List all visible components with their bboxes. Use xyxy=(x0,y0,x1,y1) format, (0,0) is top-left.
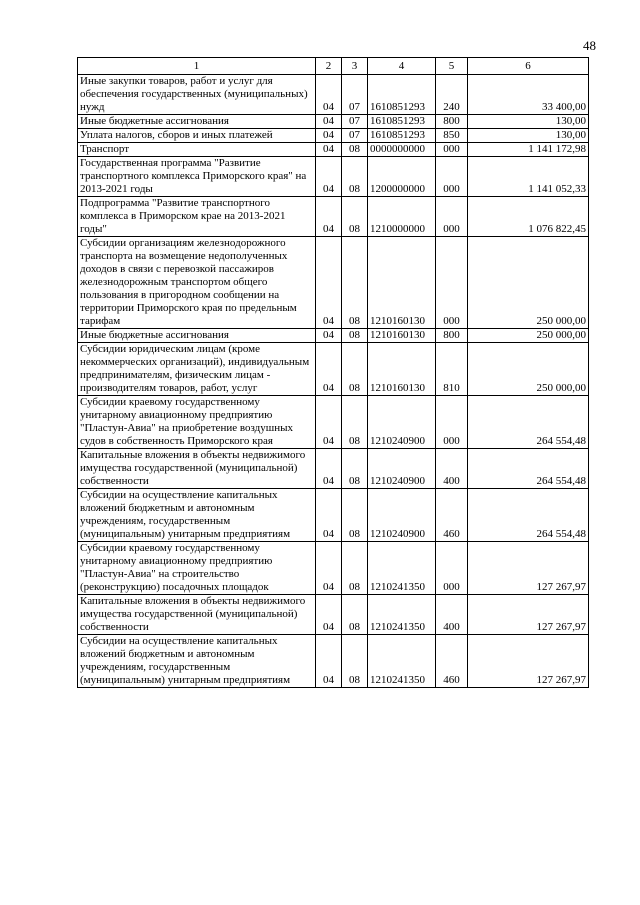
row-subsection: 08 xyxy=(342,237,368,329)
row-target-code: 0000000000 xyxy=(368,143,436,157)
row-expense-type: 400 xyxy=(436,449,468,489)
row-expense-type: 240 xyxy=(436,75,468,115)
row-subsection: 08 xyxy=(342,489,368,542)
row-section: 04 xyxy=(316,595,342,635)
row-amount: 250 000,00 xyxy=(468,343,589,396)
row-subsection: 07 xyxy=(342,129,368,143)
row-section: 04 xyxy=(316,542,342,595)
row-amount: 264 554,48 xyxy=(468,396,589,449)
row-section: 04 xyxy=(316,237,342,329)
row-target-code: 1210160130 xyxy=(368,237,436,329)
row-expense-type: 460 xyxy=(436,489,468,542)
row-section: 04 xyxy=(316,115,342,129)
table-row xyxy=(78,489,589,542)
table-row xyxy=(78,197,589,237)
row-expense-type: 850 xyxy=(436,129,468,143)
row-amount: 127 267,97 xyxy=(468,635,589,688)
row-amount: 130,00 xyxy=(468,115,589,129)
row-expense-type: 810 xyxy=(436,343,468,396)
table-row xyxy=(78,75,589,115)
row-target-code: 1610851293 xyxy=(368,115,436,129)
row-expense-type: 000 xyxy=(436,542,468,595)
row-name: Субсидии краевому государственному унитарному авиационному предприятию "Пластун-Авиа" на строительство (реконструкцию) посадочных площадок xyxy=(78,542,316,595)
row-subsection: 08 xyxy=(342,197,368,237)
header-col-1: 1 xyxy=(78,58,316,75)
row-section: 04 xyxy=(316,197,342,237)
row-target-code: 1210240900 xyxy=(368,489,436,542)
row-amount: 127 267,97 xyxy=(468,542,589,595)
row-subsection: 07 xyxy=(342,115,368,129)
row-amount: 1 076 822,45 xyxy=(468,197,589,237)
row-amount: 264 554,48 xyxy=(468,489,589,542)
row-name: Субсидии на осуществление капитальных вложений бюджетным и автономным учреждениям, государственным (муниципальным) унитарным предприятиям xyxy=(78,635,316,688)
row-subsection: 08 xyxy=(342,343,368,396)
row-name: Иные бюджетные ассигнования xyxy=(78,115,316,129)
row-amount: 264 554,48 xyxy=(468,449,589,489)
header-col-5: 5 xyxy=(436,58,468,75)
row-expense-type: 800 xyxy=(436,115,468,129)
row-amount: 33 400,00 xyxy=(468,75,589,115)
table-row xyxy=(78,143,589,157)
table-row xyxy=(78,595,589,635)
row-name: Иные закупки товаров, работ и услуг для обеспечения государственных (муниципальных) нужд xyxy=(78,75,316,115)
row-name: Субсидии юридическим лицам (кроме некоммерческих организаций), индивидуальным предпринимателям, физическим лицам - производителям товаров, работ, услуг xyxy=(78,343,316,396)
row-name: Уплата налогов, сборов и иных платежей xyxy=(78,129,316,143)
row-section: 04 xyxy=(316,329,342,343)
row-amount: 250 000,00 xyxy=(468,329,589,343)
row-target-code: 1210241350 xyxy=(368,542,436,595)
row-expense-type: 000 xyxy=(436,143,468,157)
row-target-code: 1200000000 xyxy=(368,157,436,197)
row-expense-type: 000 xyxy=(436,396,468,449)
row-amount: 250 000,00 xyxy=(468,237,589,329)
row-section: 04 xyxy=(316,449,342,489)
row-subsection: 08 xyxy=(342,157,368,197)
row-target-code: 1210000000 xyxy=(368,197,436,237)
row-section: 04 xyxy=(316,157,342,197)
header-col-6: 6 xyxy=(468,58,589,75)
row-expense-type: 460 xyxy=(436,635,468,688)
row-name: Государственная программа "Развитие транспортного комплекса Приморского края" на 2013-2021 годы xyxy=(78,157,316,197)
row-section: 04 xyxy=(316,489,342,542)
row-expense-type: 800 xyxy=(436,329,468,343)
row-subsection: 07 xyxy=(342,75,368,115)
table-row xyxy=(78,329,589,343)
row-amount: 1 141 052,33 xyxy=(468,157,589,197)
row-subsection: 08 xyxy=(342,595,368,635)
table-row xyxy=(78,157,589,197)
header-col-4: 4 xyxy=(368,58,436,75)
row-subsection: 08 xyxy=(342,329,368,343)
row-target-code: 1210240900 xyxy=(368,396,436,449)
row-target-code: 1210160130 xyxy=(368,329,436,343)
budget-table xyxy=(77,57,589,688)
row-name: Подпрограмма "Развитие транспортного комплекса в Приморском крае на 2013-2021 годы" xyxy=(78,197,316,237)
row-name: Иные бюджетные ассигнования xyxy=(78,329,316,343)
row-target-code: 1210160130 xyxy=(368,343,436,396)
table-row xyxy=(78,115,589,129)
row-subsection: 08 xyxy=(342,396,368,449)
row-subsection: 08 xyxy=(342,635,368,688)
table-row xyxy=(78,542,589,595)
page-number: 48 xyxy=(583,38,596,53)
row-amount: 127 267,97 xyxy=(468,595,589,635)
row-target-code: 1210241350 xyxy=(368,635,436,688)
row-name: Субсидии краевому государственному унитарному авиационному предприятию "Пластун-Авиа" на приобретение воздушных судов в собственность Приморского края xyxy=(78,396,316,449)
row-target-code: 1210241350 xyxy=(368,595,436,635)
row-section: 04 xyxy=(316,143,342,157)
table-row xyxy=(78,343,589,396)
row-expense-type: 000 xyxy=(436,197,468,237)
table-row xyxy=(78,449,589,489)
row-subsection: 08 xyxy=(342,542,368,595)
row-expense-type: 400 xyxy=(436,595,468,635)
row-name: Транспорт xyxy=(78,143,316,157)
row-section: 04 xyxy=(316,396,342,449)
row-name: Субсидии организациям железнодорожного транспорта на возмещение недополученных доходов в связи с перевозкой пассажиров железнодорожным транспортом общего пользования в пригородном сообщении на территории Приморского края по предельным тарифам xyxy=(78,237,316,329)
row-section: 04 xyxy=(316,635,342,688)
header-col-3: 3 xyxy=(342,58,368,75)
header-row xyxy=(78,58,589,75)
header-col-2: 2 xyxy=(316,58,342,75)
row-section: 04 xyxy=(316,75,342,115)
row-target-code: 1610851293 xyxy=(368,75,436,115)
row-name: Капитальные вложения в объекты недвижимого имущества государственной (муниципальной) собственности xyxy=(78,595,316,635)
row-subsection: 08 xyxy=(342,449,368,489)
row-amount: 130,00 xyxy=(468,129,589,143)
row-section: 04 xyxy=(316,343,342,396)
row-expense-type: 000 xyxy=(436,237,468,329)
row-expense-type: 000 xyxy=(436,157,468,197)
row-name: Субсидии на осуществление капитальных вложений бюджетным и автономным учреждениям, государственным (муниципальным) унитарным предприятиям xyxy=(78,489,316,542)
table-row xyxy=(78,237,589,329)
row-amount: 1 141 172,98 xyxy=(468,143,589,157)
table-row xyxy=(78,396,589,449)
row-target-code: 1610851293 xyxy=(368,129,436,143)
table-row xyxy=(78,635,589,688)
row-section: 04 xyxy=(316,129,342,143)
row-subsection: 08 xyxy=(342,143,368,157)
table-row xyxy=(78,129,589,143)
row-name: Капитальные вложения в объекты недвижимого имущества государственной (муниципальной) собственности xyxy=(78,449,316,489)
row-target-code: 1210240900 xyxy=(368,449,436,489)
